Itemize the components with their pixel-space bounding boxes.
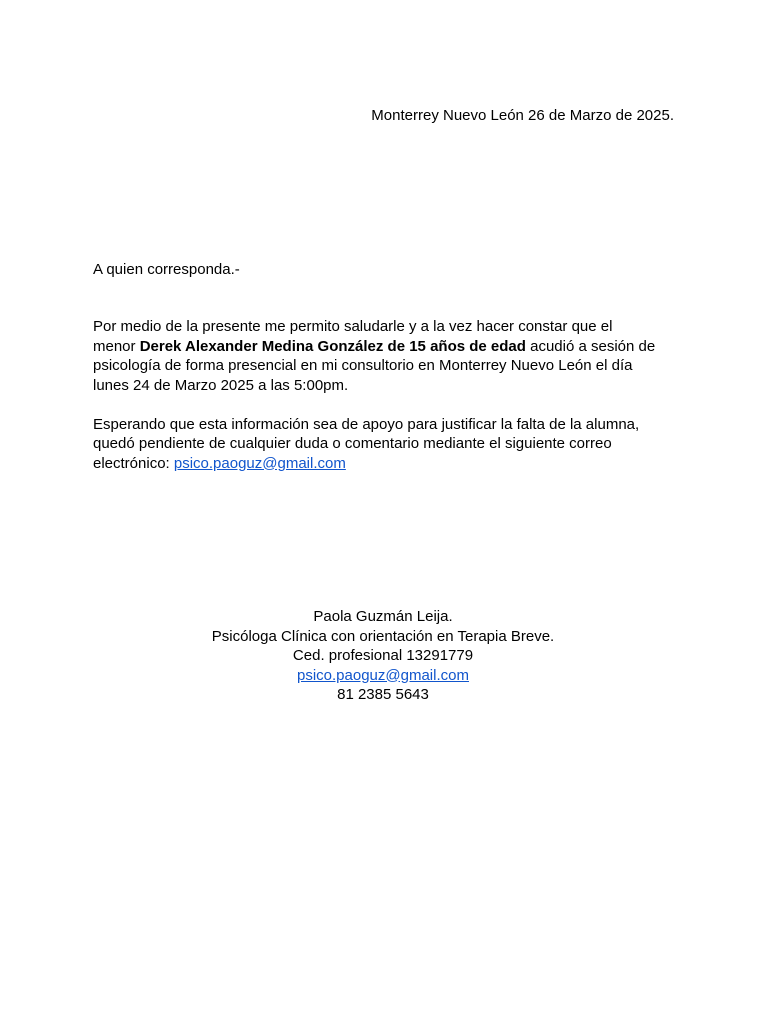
signature-name: Paola Guzmán Leija. [313,608,453,625]
paragraph-line: quedó pendiente de cualquier duda o comentario mediante el siguiente correo [93,435,612,452]
paragraph-line: lunes 24 de Marzo 2025 a las 5:00pm. [93,376,349,394]
signature-block [0,607,766,705]
letter-date: Monterrey Nuevo León 26 de Marzo de 2025. [371,107,674,124]
signature-title: Psicóloga Clínica con orientación en Terapia Breve. [211,627,555,645]
paragraph-contact [93,415,683,474]
signature-phone: 81 2385 5643 [337,686,429,703]
letter-body [93,317,683,473]
signature-license: Ced. profesional 13291779 [292,647,474,664]
text-fragment: menor [93,337,140,355]
paragraph-line: Por medio de la presente me permito saludarle y a la vez hacer constar que el [93,318,613,335]
email-link[interactable]: psico.paoguz@gmail.com [173,454,346,472]
letter-greeting: A quien corresponda.- [93,261,240,278]
patient-name-bold: Derek Alexander Medina González de 15 años de edad [139,337,526,355]
paragraph-line [93,454,683,474]
text-fragment: electrónico: [93,454,174,472]
paragraph-line [93,337,683,357]
paragraph-line: psicología de forma presencial en mi consultorio en Monterrey Nuevo León el día [93,357,633,374]
signature-email-link[interactable]: psico.paoguz@gmail.com [297,666,469,684]
paragraph-attendance [93,317,683,395]
paragraph-line: Esperando que esta información sea de apoyo para justificar la falta de la alumna, [93,415,640,433]
text-fragment: acudió a sesión de [525,337,656,355]
signature-email-line [0,666,766,686]
